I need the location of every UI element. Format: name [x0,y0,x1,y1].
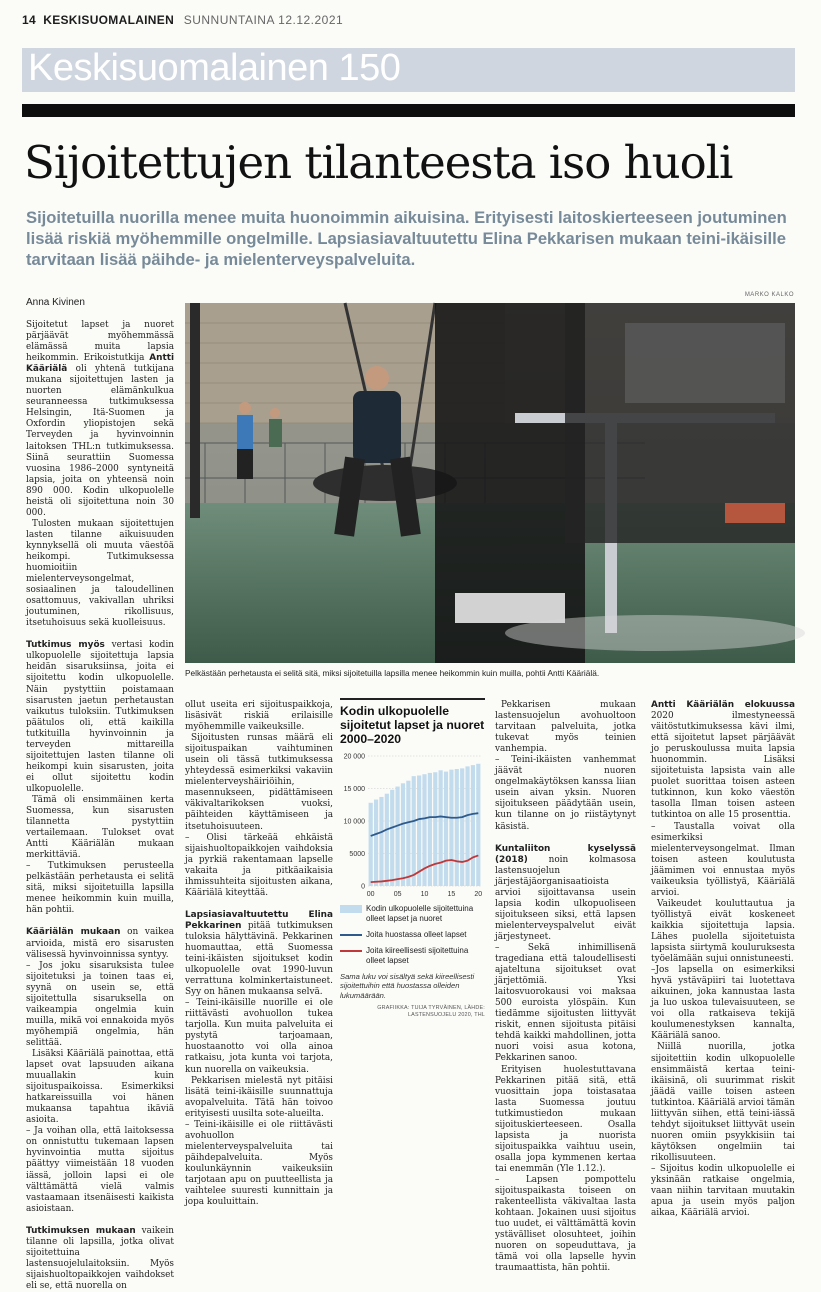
paragraph: – Ja voihan olla, että laitoksessa on onnistuttu tukemaan lapsen hyvinvointia mutta sijoitus päättyy viimeistään 18 vuoden iässä, jolloin lapsi ei ole välttämättä vielä valmis vastaamaan itsenäisesti kaikista asioistaan. [26,1126,174,1214]
legend-label: Joita kiireellisesti sijoitettuina olleet lapset [366,946,469,965]
paragraph: – Teini-ikäisille ei ole riittävästi avohuollon mielenterveyspalveluita tai päihdepalveluita. Myös koulunkäynnin vaikeuksiin tarjotaan apu on puutteellista ja vaihtelee suuresti kunnittain ja jopa kouluittain. [185,1119,333,1208]
bar [401,783,405,886]
article-column-1 [26,320,174,1292]
legend-item-custody [340,930,485,944]
author-byline: Anna Kivinen [26,297,85,308]
paragraph [26,320,174,519]
article-photo [185,303,795,663]
legend-item-urgent [340,946,485,970]
paragraph: – Sekä inhimillisenä tragediana että taloudellisesti ajateltuna sijoitukset ovat järjettömiä. Yksi laitosvuorokausi voi maksaa 500 euroista ylöspäin. Kun tiedämme sijoitusten liittyvät riskit, ennen sijoitusta pitäisi tehdä kaikki mahdollinen, jotta nuori voisi asua kotona, Pekkarinen sanoo. [495,942,636,1064]
article-column-2 [185,700,333,1208]
x-tick-label: 00 [366,891,375,898]
paragraph: – Teini-ikäisille nuorille ei ole riittävästi avohuollon tukea tarjolla. Kun muita palveluita ei pystytä tarjoamaan, huostaanotto voi olla ainoa ratkaisu, jota kunta voi tarjota, kun nuorella on vaikeuksia. [185,998,333,1075]
bar [439,770,443,886]
paragraph: Kuntaliiton kyselyssä (2018) noin kolmasosa lastensuojelun järjestäjäorganisaatioista arvioi sijoittavansa usein lapsia kodin ulkopuoliseen sijoitukseen siksi, että lapsen mielenterveyspalvelut eivät järjestyneet. [495,843,636,942]
x-tick-label: 15 [447,891,456,898]
y-tick-label: 20 000 [343,753,365,761]
bar [444,772,448,886]
bar [433,772,437,886]
bar [449,770,453,886]
x-tick-label: 05 [393,891,402,898]
bar [417,776,421,887]
bar [455,769,459,886]
paragraph: Lisäksi Kääriälä painottaa, että lapset ovat lapsuuden aikana muuallakin kuin sijoituspaikoissa. Esimerkiksi hatkareissuilla voi hänen mukaansa tapahtua ikäviä asioita. [26,1049,174,1126]
y-tick-label: 0 [361,883,365,891]
lede: Sijoitetuilla nuorilla menee muita huonoimmin aikuisina. Erityisesti laitoskierteeseen joutuminen lisää riskiä myöhemmille ongelmille. Lapsiasiavaltuutettu Elina Pekkarisen mukaan teini-ikäisille tarvitaan lisää päihde- ja mielenterveyspalveluita. [26,208,787,269]
paragraph-text: oli yhtenä tutkijana mukana sijoitettujen lasten ja nuorten elämänkulkua seuranneessa tutkimuksessa Helsingin, Itä-Suomen ja Oxfordin yliopistojen sekä Terveyden ja hyvinvoinnin laitoksen THL:n tutkimuksessa. Siinä seurattiin Suomessa vuosina 1986–2000 syntyneitä lapsia, joita on yhteensä noin 890 000. Kodin ulkopuolelle heistä oli sijoitettuna noin 30 000. [26,364,174,518]
bar [471,765,475,886]
paragraph: – Olisi tärkeää ehkäistä sijaishuoltopaikkojen vaihdoksia ja pyrkiä rakentamaan lapselle vakaita ja pitkäaikaisia ihmissuhteita sijoitusten aikana, Kääriälä kiteyttää. [185,832,333,898]
bar [460,768,464,886]
paragraph: – Tutkimuksen perusteella pelkästään perhetausta ei selitä sitä, miksi sijoitetuilla lapsilla menee heikommin kuin muilla, hän pohtii. [26,861,174,916]
paragraph: Antti Kääriälän elokuussa 2020 ilmestyneessä väitöstutkimuksessa kävi ilmi, että sijoitetut lapset pärjäävät jo peruskoulussa muita lapsia huonommin. Lisäksi sijoitetuista lapsista vain alle puolet suorittaa toisen asteen tutkinnon, kun koko väestön tasolla Ilman toisen asteen tutkintoa on alle 15 prosenttia. [651,700,795,821]
paragraph: – Teini-ikäisten vanhemmat jäävät nuoren ongelmakäytöksen kanssa liian usein aivan yksin. Nuoren sijoitukseen päädytään usein, kun tilanne on jo riistäytynyt käsistä. [495,755,636,832]
paragraph: Tämä oli ensimmäinen kerta Suomessa, kun sisarusten tilannetta pystyttiin vertailemaan. Tulokset ovat Antti Kääriälän mukaan merkittäviä. [26,794,174,861]
paragraph: Niillä nuorilla, jotka sijoitettiin kodin ulkopuolelle ensimmäistä kertaa teini-ikäisinä, oli suurimmat riskit jäädä vaille toisen asteen tutkintoa. Kääriälä arvioi tämän liittyvän siihen, että teini-iässä tehdyt sijoitukset liittyvät usein nuoren omiin psyykkisiin tai käytöksen ongelmiin tai rikollisuuteen. [651,1042,795,1163]
y-tick-label: 15 000 [343,786,365,793]
paper-name: KESKISUOMALAINEN [43,13,175,27]
paragraph: – Lapsen pompottelu sijoituspaikasta toiseen on rakenteellista väkivaltaa lasta kohtaan. Jokainen uusi sijoitus tuo uudet, ei välttämättä kovin ystävälliset olosuhteet, joihin nuoren on sopeuduttava, ja tämä voi olla lapselle hyvin traumaattista, hän pohtii. [495,1174,636,1274]
issue-date: SUNNUNTAINA 12.12.2021 [183,13,344,27]
page-folio [22,13,343,27]
chart-title: Kodin ulkopuolelle sijoitetut lapset ja nuoret 2000–2020 [340,704,485,746]
photo-caption: Pelkästään perhetausta ei selitä sitä, miksi sijoitetuilla lapsilla menee heikommin kuin muilla, pohtii Antti Kääriälä. [185,668,600,678]
legend-swatch-custody [340,934,362,936]
article-column-5 [651,700,795,1219]
y-tick-label: 10 000 [343,818,365,826]
legend-swatch-bars [340,905,362,913]
bar [412,776,416,886]
section-title: Keskisuomalainen 150 [28,47,401,89]
paragraph: Tulosten mukaan sijoitettujen lasten tilanne aikuisuuden kynnyksellä oli muuta väestöä heikompi. Tutkimuksessa huomioitiin mielenterveysongelmat, sosiaalinen ja taloudellinen osattomuus, vakivallan uhriksi joutuminen, rikollisuus, itsetuhoisuus sekä kuolleisuus. [26,518,174,629]
paragraph: Sijoitusten runsas määrä eli sijoituspaikan vaihtuminen usein oli tässä tutkimuksessa yhteydessä esimerkiksi vakaviin mielenterveyshäiriöihin, masennukseen, pidättämiseen väkivaltarikoksen vuoksi, päihteiden käyttämiseen ja itsetuhoisuuteen. [185,733,333,832]
infographic [340,698,485,1018]
bar [428,773,432,886]
paragraph: Tutkimus myös vertasi kodin ulkopuolelle sijoitettuja lapsia heidän sisaruksiinsa, joita ei sijoitettu kodin ulkopuolelle. Näin pystyttiin poistamaan sisarusten jaetun perhetaustan vaikutus tuloksiin. Tutkimuksen päätulos oli, että kaikilla tutkituilla hyvinvoinnin ja terveyden mittareilla sijoitettujen lasten tilanne oli heikompi kuin sisarusten, joita ei ollut sijoitettu kodin ulkopuolelle. [26,640,175,794]
bar [476,764,480,886]
article-column-4 [495,700,636,1274]
x-tick-label: 20 [474,891,483,898]
bar [385,794,389,886]
paragraph: Lapsiasiavaltuutettu Elina Pekkarinen pitää tutkimuksen tuloksia hälyttävinä. Pekkarinen huomauttaa, että Suomessa teini-ikäisten sijoitukset kodin ulkopuolelle ovat 1990-luvun verrattuna kolminkertaistuneet. Syy on hänen mukaansa selvä. [185,909,333,998]
paragraph: – Jos joku sisaruksista tulee sijoitetuksi ja toinen taas ei, syynä on usein se, että sijoitettulla sisaruksella on vaikeampia ongelmia kuin muilla, mikä voi ennakoida myös myöhempiä ongelmia, hän selittää. [26,960,174,1048]
playground-photo-illustration [185,303,795,663]
paragraph: Kääriälän mukaan on vaikea arvioida, mistä ero sisarusten välisessä hyvinvoinnissa syntyy. [26,927,174,960]
bar [406,781,410,886]
bar [465,766,469,886]
chart-note: Sama luku voi sisältyä sekä kiireellisesti sijoitettuihin että huostassa olleiden lukumäärään. [340,972,475,1000]
paragraph: Pekkarisen mielestä nyt pitäisi lisätä teini-ikäisille suunnattuja avopalveluita. Tätä hän toivoo erityisesti uusilta sote-alueilta. [185,1075,333,1119]
photo-credit: MARKO KALKO [744,292,794,298]
x-tick-label: 10 [420,891,429,898]
legend-label: Kodin ulkopuolelle sijoitettuina olleet lapset ja nuoret [366,904,474,923]
heavy-rule [22,104,795,117]
paragraph: Erityisen huolestuttavana Pekkarinen pitää sitä, että vuosittain jopa toistasataa lasta Suomessa joutuu tutkimustiedon mukaan sijoituskierteeseen. Osalla lapsista ja nuorista sijoituspaikka vaihtuu usein, osalla jopa kymmenen kertaa tai enemmän (Yle 1.12.). [495,1064,636,1174]
chart-source: GRAFIIKKA: TUIJA TYRVÄINEN, LÄHDE: LASTENSUOJELU 2020, THL [377,1005,485,1018]
headline: Sijoitettujen tilanteesta iso huoli [24,136,733,189]
bar [379,797,383,886]
paragraph: ollut useita eri sijoituspaikkoja, lisäsivät riskiä erilaisille myöhemmille vaikeuksille. [185,700,333,733]
y-tick-label: 5000 [349,851,365,858]
bar [390,790,394,886]
bar [374,800,378,886]
person-name: Antti Kääriälä [26,353,174,375]
chart-plot [340,750,485,900]
paragraph: Vaikeudet kouluttautua ja työllistyä eivät koskeneet kaikkia sijoitettuja lapsia. Lähes puolella sijoitetuista lapsista siirtymä kouluruksesta työelämään sujui onnistuneesti. [651,898,795,965]
page-number: 14 [22,13,36,27]
legend-label: Joita huostassa olleet lapset [366,930,467,939]
paragraph: Tutkimuksen mukaan vaikein tilanne oli lapsilla, jotka olivat sijoitettuina lastensuojelulaitoksiin. Myös sijaishuoltopaikkojen vaihdokset eli se, että nuorella on [26,1225,174,1291]
section-banner [22,48,795,92]
bar [369,803,373,886]
paragraph: Pekkarisen mukaan lastensuojelun avohuoltoon tarvitaan palveluita, jotka tukevat myös teinien vanhempia. [495,700,636,755]
legend-swatch-urgent [340,950,362,952]
paragraph-text: Sijoitetut lapset ja nuoret pärjäävät myöhemmässä elämässä muita lapsia heikommin. Erikoistutkija [26,320,174,364]
paragraph: – Sijoitus kodin ulkopuolelle ei yksinään ratkaise ongelmia, vaan niihin tarvitaan muutakin apua ja usein myös paljon aikaa, Kääriälä arvioi. [651,1163,795,1219]
paragraph: – Taustalla voivat olla esimerkiksi mielenterveysongelmat. Ilman toisen asteen koulutusta jäämimen voi ennustaa myös vaikeuksia työllistyä, Kääriälä arvioi. [651,821,795,898]
bar [396,787,400,886]
paragraph: –Jos lapsella on esimerkiksi hyvä ystäväpiiri tai luotettava aikuinen, joka kannustaa lasta ja luo uskoa tulevaisuuteen, se voi olla ratkaiseva tekijä koulumenestyksen kannalta, Kääriälä sanoo. [651,965,795,1042]
